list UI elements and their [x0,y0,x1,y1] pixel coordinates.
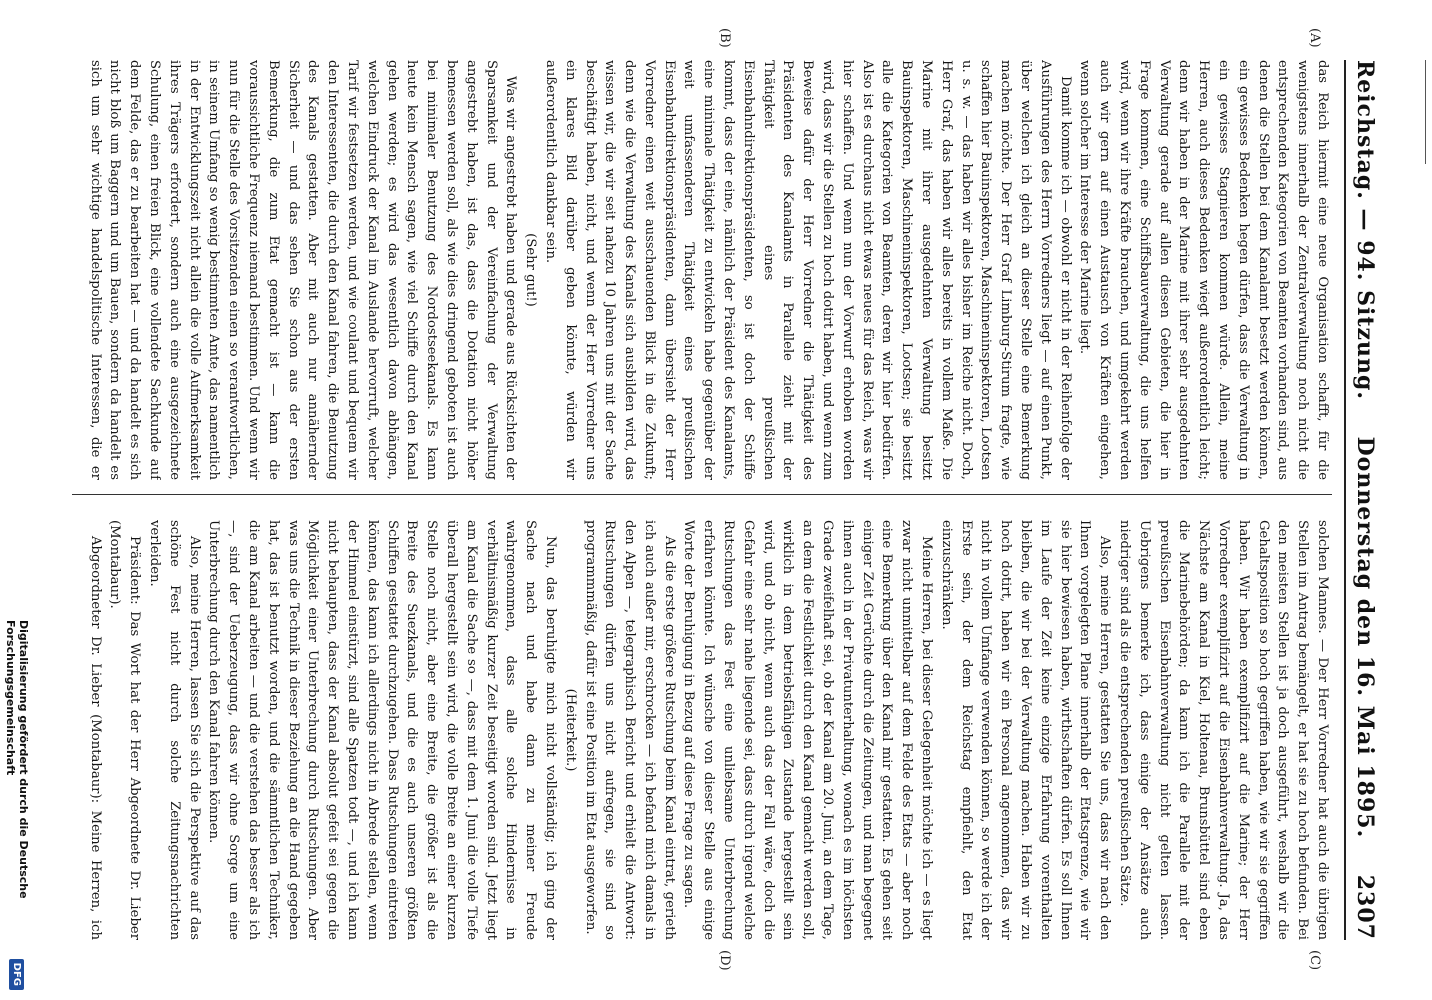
president-remark: Präsident: Das Wort hat der Herr Abgeordnete Dr. Lieber (Montabaur). [107,520,143,940]
interjection: (Sehr gut!) [523,233,539,307]
margin-marker-d: (D) [717,950,732,971]
left-text-column [82,60,1332,480]
header-session: Reichstag. — 94. Sitzung. [1352,60,1378,401]
paragraph: Was wir angestrebt haben und gerade aus Rücksichten der Sparsamkeit und der Vereinfachung der Verwaltung angestrebt haben, ist das, dass die Dotation nicht höher bemessen werden soll, als wie dies dringend geboten ist auch bei minimaler Benutzung des Nordostseekanals. Es kann heute kein Mensch sagen, wie viel Schiffe durch den Kanal gehen werden; es wird das wesentlich davon abhängen, welchen Eindruck der Kanal im Auslande hervorruft, welcher Tarif wir festsetzen werden, und wie coulant und bequem wir den Interessenten, die durch den Kanal fahren, die Benutzung des Kanals gestatten. Aber mit auch nur annähernder Sicherheit — und das sehen Sie schon aus der ersten Bemerkung, die zum Etat gemacht ist — kann die voraussichtliche Frequenz niemand bestimmen. Und wenn wir nun für die Stelle des Vorsitzenden einen so verantwortlichen, in seinem Umfang so wenig bestimmten Amte, das namentlich in der Entwicklungszeit nicht allein die volle Aufmerksamkeit ihres Trägers erfordert, sondern auch eine ausgezeichnete Schulung, einen freien Blick, eine vollendete Sachkunde auf dem Felde, das er zu bearbeiten hat — und da handelt es sich nicht bloß um Baggern und um Bauen, sondern da handelt es sich um sehr wichtige handelspolitische Interessen, die er [87,60,519,480]
credit-text: Digitalisierung gefördert durch die Deutsche Forschungsgemeinschaft [4,620,30,899]
paragraph: Meine Herren, bei dieser Gelegenheit möchte ich — es liegt zwar nicht unmittelbar auf dem Felde des Etats — aber noch eine Bemerkung über den Kanal mir gestatten. Es gehen seit einiger Zeit Gerüchte durch die Zeitungen, und man begegnet ihnen auch in der Privatunterhaltung, wonach es im höchsten Grade zweifelhaft sei, ob der Kanal am 20. Juni, an dem Tage, an dem die Festlichkeit durch den Kanal gemacht werden soll, wirklich in dem betriebsfähigen Zustande hergestellt sein wird, und ob nicht, wenn auch das der Fall wäre, doch die Gefahr eine sehr nahe liegende sei, dass durch irgend welche Rutschungen das Fest eine unliebsame Unterbrechung erfahren könnte. Ich wünsche von dieser Stelle aus einige Worte der Beruhigung in Bezug auf diese Frage zu sagen. [681,520,935,940]
margin-marker-b: (B) [717,28,732,48]
paragraph: Abgeordneter Dr. Lieber (Montabaur): Meine Herren, ich [87,536,103,940]
digitization-credit [6,620,28,990]
margin-marker-c: (C) [1307,950,1322,971]
dfg-logo: DFG [10,959,25,990]
paragraph: Also, meine Herren, gestatten Sie uns, dass wir nach den Ihnen vorgelegten Plane innerhalb der Etatsgrenze, wie wir sie hier bewiesen haben, wirthschaften dürfen. Es soll Ihnen im Laufe der Zeit keine einzige Erfahrung vorenthalten bleiben, die wir bei der Verwaltung machen. Haben wir zu hoch dotirt, haben wir ein Personal angenommen, das wir nicht in vollem Umfange verwenden können, so werde ich der Erste sein, der dem Reichstag empfiehlt, den Etat einzuschränken. [938,520,1113,940]
margin-marker-a: (A) [1307,28,1322,48]
paragraph: solchen Mannes. — Der Herr Vorredner hat auch die übrigen Stellen im Antrag bemängelt, er hat sie zu hoch befunden. Bei den meisten Stellen ist ja doch ausgeführt, weshalb wir die Gehaltsposition so hoch gegriffen haben, wie wir sie gegriffen haben. Wir haben exemplifizirt auf die Marine; der Herr Vorredner exemplifizirt auf die Eisenbahnverwaltung. Ja, das Nächste am Kanal in Kiel, Holtenau, Brunsbüttel sind eben die Marinebehörden; da kann ich die Parallele mit der preußischen Eisenbahnverwaltung nicht gelten lassen. Uebrigens bemerke ich, dass einige der Ansätze auch niedriger sind als die entsprechenden preußischen Sätze. [1117,520,1330,940]
header-page-number: 2307 [1352,874,1378,940]
paragraph: Als die erste größere Rutschung beim Kanal eintrat, gerieth ich auch außer mir, erschrocken — ich befand mich damals in den Alpen —, telegraphisch Bericht und erhielt die Antwort: Rutschungen dürfen uns nicht aufregen, sie sind so programmmäßig, dafür ist eine Position im Etat ausgeworfen. [582,520,677,940]
paragraph: Damit komme ich — obwohl er nicht in der Reihenfolge der Ausführungen des Herrn Vorredners liegt — auf einen Punkt, über welchen ich gleich an dieser Stelle eine Bemerkung machen möchte. Der Herr Graf Limburg-Stirum fragte, wie schaffen hier Bauinspektoren, Maschineninspektoren, Lootsen u. s. w. — das haben wir alles bisher im Reiche nicht. Doch, Herr Graf, das haben wir alles bereits in vollem Maße. Die Marine mit ihrer ausgedehnten Verwaltung besitzt Bauinspektoren, Maschineninspektoren, Lootsen; sie besitzt alle die Kategorien von Beamten, deren wir hier bedürfen. Also ist es durchaus nicht etwas neues für das Reich, was wir hier schaffen. Und wenn nun der Vorwurf erhoben worden wird, dass wir die Stellen zu hoch dotirt haben, und wenn zum Beweise dafür der Herr Vorredner die Thätigkeit des Präsidenten des Kanalamts in Parallele zieht mit der Thätigkeit eines preußischen Eisenbahndirektionspräsidenten, so ist doch der Schiffe kommt, dass der eine, nämlich der Präsident des Kanalamts, eine minimale Thätigkeit zu entwickeln habe gegenüber der weit umfassenderen Thätigkeit eines preußischen Eisenbahndirektionspräsidenten, dann übersieht der Herr Vorredner einen weit ausschauenden Blick in die Zukunft; denn wie die Verwaltung des Kanals sich ausbilden wird, das wissen wir, die wir seit nahezu 10 Jahren uns mit der Sache beschäftigt haben, nicht, und wenn der Herr Vorredner uns ein klares Bild darüber geben könnte, würden wir außerordentlich dankbar sein. [542,60,1073,480]
page-header [1344,60,1392,940]
column-divider [72,494,1332,495]
paragraph: Also, meine Herren, lassen Sie sich die Perspektive auf das schöne Fest nicht durch solche Zeitungsnachrichten verleiden. [146,520,202,940]
interjection: (Heiterkeit.) [562,688,578,772]
right-text-column [82,520,1332,940]
header-date: Donnerstag den 16. Mai 1895. [1352,436,1378,839]
paragraph: das Reich hiermit eine neue Organisation schafft, für die wenigstens innerhalb der Zentralverwaltung noch nicht die entsprechenden Kategorien von Beamten vorhanden sind, aus denen die Stellen bei dem Kanalamt besetzt werden können, ein gewisses Bedenken hegen dürfen, dass die Verwaltung in ein gewisses Stagnieren kommen würde. Allein, meine Herren, auch dieses Bedenken wiegt außerordentlich leicht; denn wir haben in der Marine mit ihrer sehr ausgedehnten Verwaltung gerade auf allen diesen Gebieten, die hier in Frage kommen, eine Schiffsbauverwaltung, die uns helfen wird, wenn wir ihre Kräfte brauchen, und umgekehrt werden auch wir gern auf einen Austausch von Kräften eingehen, wenn solcher im Interesse der Marine liegt. [1077,60,1330,480]
paragraph: Nun, das beruhigte mich nicht vollständig; ich ging der Sache nach und habe dann zu meiner Freude wahrgenommen, dass alle solche Hindernisse in verhältnismäßig kurzer Zeit beseitigt worden sind. Jetzt liegt am Kanal die Sache so —, dass mit dem 1. Juni die volle Tiefe überall hergestellt sein wird, die volle Breite an einer kurzen Stelle noch nicht, aber eine Breite, die größer ist als die Breite des Suezkanals, und die es auch unseren größten Schiffen gestattet durchzugehen. Dass Rutschungen eintreten können, das kann ich allerdings nicht in Abrede stellen, wenn der Himmel einstürzt, sind alle Spatzen todt —, und ich kann nicht behaupten, dass der Kanal absolut gefeit sei gegen die Möglichkeit einer Unterbrechung durch Rutschungen. Aber was uns die Technik in dieser Beziehung an die Hand gegeben hat, das ist benutzt worden, und die sämmtlichen Techniker, die am Kanal arbeiten — und die verstehen das besser als ich —, sind der Ueberzeugung, dass wir ohne Sorge um eine Unterbrechung durch den Kanal fahren können. [206,520,558,940]
top-rule [1425,60,1426,164]
